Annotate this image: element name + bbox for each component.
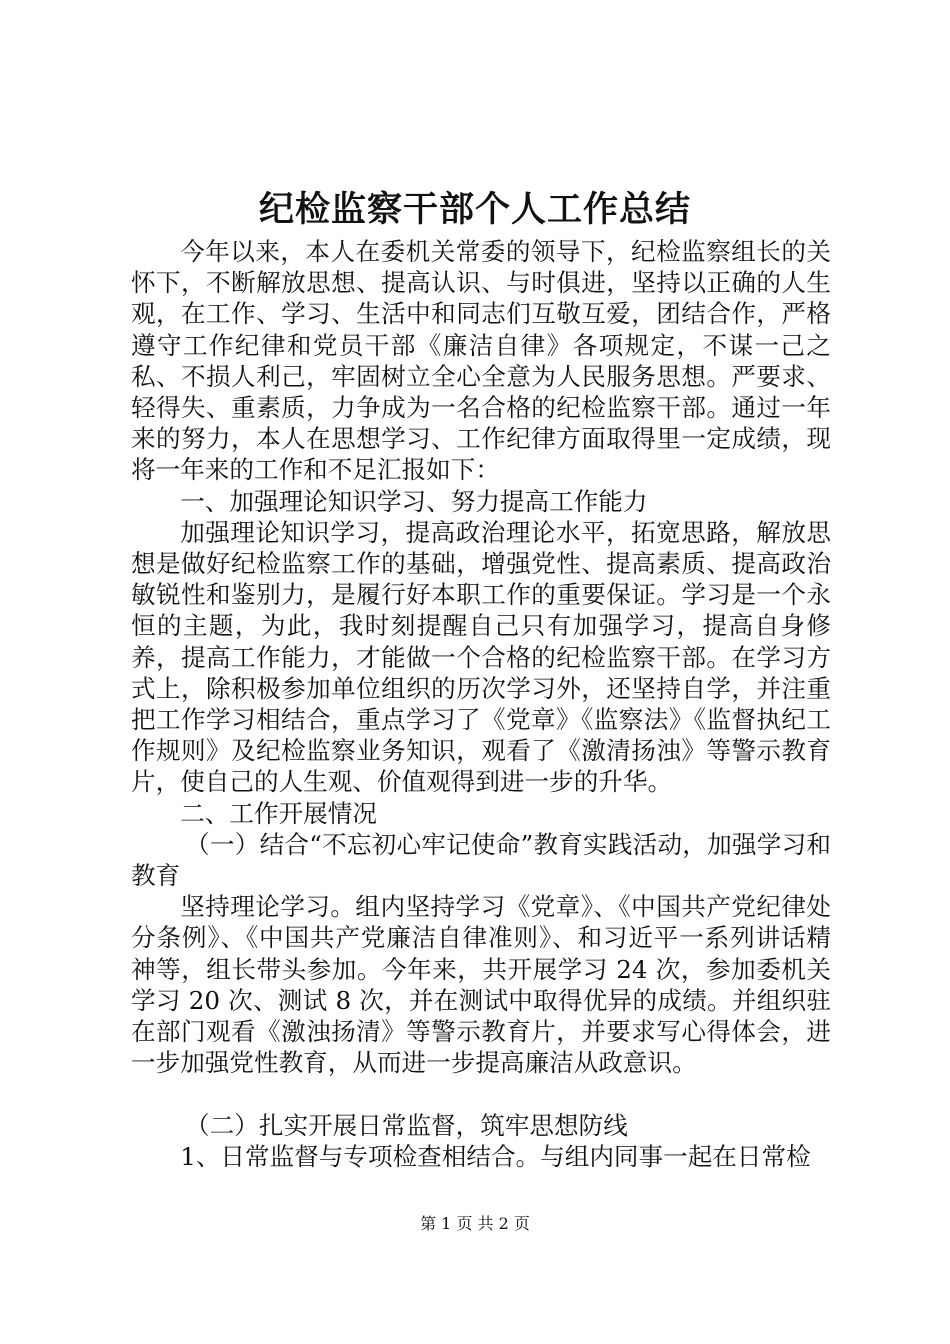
section-heading-2: 二、工作开展情况: [180, 798, 377, 828]
subsection-2-paragraph: 1、日常监督与专项检查相结合。与组内同事一起在日常检: [180, 1141, 811, 1171]
section-1-paragraph: 加强理论知识学习，提高政治理论水平，拓宽思路，解放思想是做好纪检监察工作的基础，增强党性、提高素质、提高政治敏锐性和鉴别力，是履行好本职工作的重要保证。学习是一个永恒的主题，为此，我时刻提醒自己只有加强学习，提高自身修养，提高工作能力，才能做一个合格的纪检监察干部。在学习方式上，除积极参加单位组织的历次学习外，还坚持自学，并注重把工作学习相结合，重点学习了《党章》《监察法》《监督执纪工作规则》及纪检监察业务知识，观看了《激清扬浊》等警示教育片，使自己的人生观、价值观得到进一步的升华。: [131, 517, 831, 797]
page-footer: 第 1 页 共 2 页: [420, 1214, 530, 1233]
document-body: [131, 236, 831, 1172]
intro-paragraph: 今年以来，本人在委机关常委的领导下，纪检监察组长的关怀下，不断解放思想、提高认识、与时俱进，坚持以正确的人生观，在工作、学习、生活中和同志们互敬互爱，团结合作，严格遵守工作纪律和党员干部《廉洁自律》各项规定，不谋一己之私、不损人利己，牢固树立全心全意为人民服务思想。严要求、轻得失、重素质，力争成为一名合格的纪检监察干部。通过一年来的努力，本人在思想学习、工作纪律方面取得里一定成绩，现将一年来的工作和不足汇报如下：: [131, 237, 831, 485]
paragraph-spacer: [131, 1078, 831, 1109]
subsection-1-paragraph: 坚持理论学习。组内坚持学习《党章》、《中国共产党纪律处分条例》、《中国共产党廉洁自律准则》、和习近平一系列讲话精神等，组长带头参加。今年来，共开展学习 24 次，参加委机关学习 20 次、测试 8 次，并在测试中取得优异的成绩。并组织驻在部门观看《激浊扬清》等警示教育片，并要求写心得体会，进一步加强党性教育，从而进一步提高廉洁从政意识。: [131, 892, 831, 1078]
document-title: 纪检监察干部个人工作总结: [258, 189, 691, 230]
subsection-heading-1: （一）结合“不忘初心牢记使命”教育实践活动，加强学习和教育: [131, 829, 831, 891]
subsection-heading-2: （二）扎实开展日常监督，筑牢思想防线: [185, 1110, 628, 1140]
section-heading-1: 一、加强理论知识学习、努力提高工作能力: [180, 486, 648, 516]
